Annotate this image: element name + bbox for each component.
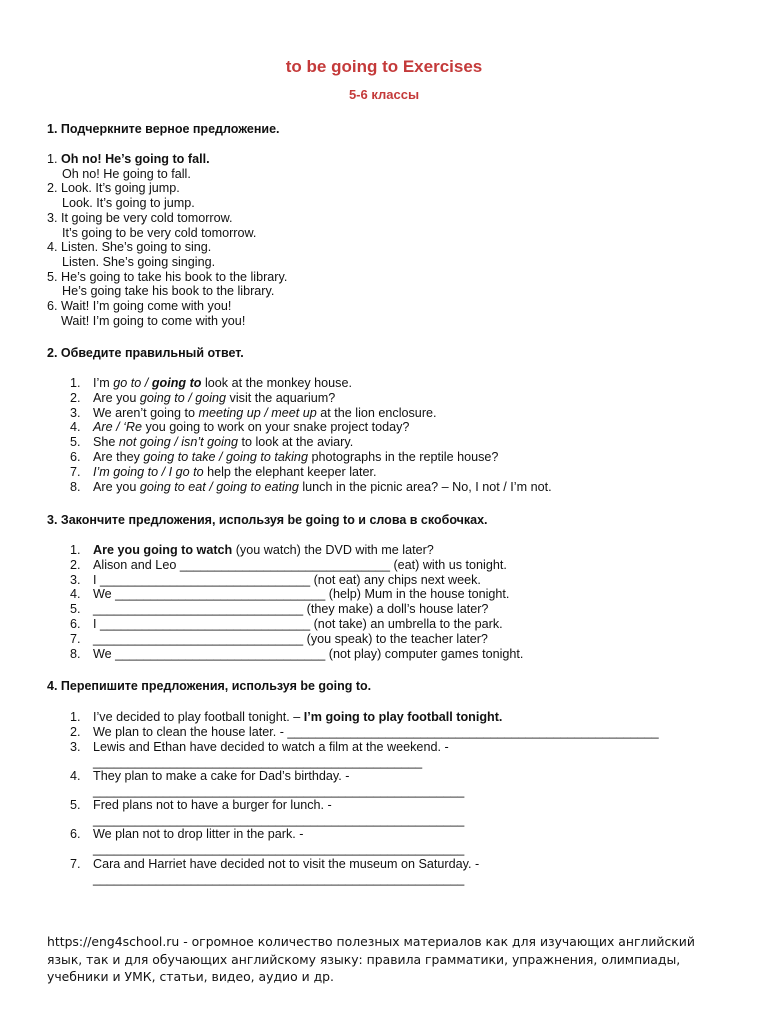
list-item bbox=[93, 725, 659, 739]
item-number: 3. bbox=[70, 405, 81, 420]
list-item bbox=[93, 617, 503, 631]
item-text: Alison and Leo ______________________________ (eat) with us tonight. bbox=[93, 557, 507, 572]
item-number: 3. bbox=[47, 210, 58, 225]
option-b: He’s going take his book to the library. bbox=[62, 284, 275, 299]
item-number: 1. bbox=[70, 710, 81, 724]
item-number: 8. bbox=[70, 646, 81, 661]
item-text: ______________________________ (you speak) to the teacher later? bbox=[93, 631, 488, 646]
choice-option: meeting up / meet up bbox=[198, 405, 317, 420]
item-text: photographs in the reptile house? bbox=[307, 450, 499, 464]
list-item bbox=[93, 573, 481, 587]
option-a: Listen. She’s going to sing. bbox=[61, 240, 212, 255]
item-text: look at the monkey house. bbox=[201, 376, 352, 390]
option-a: Wait! I’m going come with you! bbox=[61, 299, 232, 313]
item-text: We ______________________________ (help) Mum in the house tonight. bbox=[93, 587, 510, 602]
answer-line: _____________________________________________________ bbox=[93, 842, 465, 856]
item-number: 4. bbox=[47, 240, 58, 255]
choice-option: going to eat / going to eating bbox=[139, 479, 299, 494]
item-number: 1. bbox=[47, 152, 58, 166]
list-item bbox=[93, 647, 523, 661]
choice-option: not going / isn’t going bbox=[118, 435, 238, 450]
choice-option: Are / ‘Re bbox=[93, 420, 142, 435]
list-item bbox=[47, 270, 287, 284]
option-b: Wait! I’m going to come with you! bbox=[61, 313, 246, 328]
item-text: We plan not to drop litter in the park. - bbox=[93, 827, 304, 841]
item-text: Lewis and Ethan have decided to watch a film at the weekend. - bbox=[93, 740, 449, 754]
item-text: ______________________________ (they make) a doll’s house later? bbox=[93, 602, 489, 617]
list-item bbox=[47, 181, 180, 195]
item-number: 1. bbox=[70, 376, 81, 390]
section-2-heading: 2. Обведите правильный ответ. bbox=[47, 346, 244, 360]
list-item bbox=[93, 391, 335, 405]
item-text: Cara and Harriet have decided not to visit the museum on Saturday. - bbox=[93, 857, 480, 871]
section-1-heading: 1. Подчеркните верное предложение. bbox=[47, 122, 280, 136]
list-item bbox=[93, 632, 488, 646]
item-number: 4. bbox=[70, 420, 81, 435]
item-number: 1. bbox=[70, 543, 81, 557]
item-number: 2. bbox=[70, 557, 81, 572]
list-item bbox=[47, 211, 233, 225]
list-item bbox=[93, 376, 352, 390]
item-number: 7. bbox=[70, 631, 81, 646]
list-item bbox=[93, 740, 449, 754]
list-item bbox=[93, 450, 498, 464]
item-text: They plan to make a cake for Dad’s birthday. - bbox=[93, 769, 350, 783]
section-3-heading: 3. Закончите предложения, используя be going to и слова в скобочках. bbox=[47, 513, 488, 527]
option-b: Oh no! He going to fall. bbox=[62, 166, 191, 181]
item-text: She bbox=[93, 435, 119, 450]
item-number: 6. bbox=[70, 450, 81, 464]
item-number: 7. bbox=[70, 857, 81, 871]
item-number: 5. bbox=[70, 798, 81, 812]
option-a: Look. It’s going jump. bbox=[61, 181, 180, 196]
choice-option-selected: going to bbox=[151, 376, 202, 390]
page-title: to be going to Exercises bbox=[285, 57, 483, 76]
item-number: 5. bbox=[47, 269, 58, 284]
item-text: Are you bbox=[93, 479, 140, 494]
answer-line: _____________________________________________________ bbox=[93, 813, 465, 827]
answer-line: _____________________________________________________ bbox=[93, 784, 465, 798]
item-text: visit the aquarium? bbox=[226, 390, 336, 405]
choice-option: I’m going to / I go to bbox=[93, 464, 204, 479]
list-item bbox=[93, 543, 434, 557]
list-item bbox=[93, 435, 353, 449]
item-number: 6. bbox=[70, 827, 81, 841]
item-text: to look at the aviary. bbox=[237, 435, 354, 450]
item-text: Are they bbox=[93, 450, 144, 464]
option-b: Listen. She’s going singing. bbox=[62, 254, 216, 269]
item-number: 2. bbox=[70, 390, 81, 405]
item-text: (you watch) the DVD with me later? bbox=[232, 543, 434, 557]
list-item bbox=[93, 587, 509, 601]
answer-line: _____________________________________________________ bbox=[93, 872, 465, 886]
choice-option: going to take / going to taking bbox=[143, 450, 308, 464]
item-number: 6. bbox=[47, 299, 58, 313]
option-a: Oh no! He’s going to fall. bbox=[61, 152, 210, 166]
item-text: I’m bbox=[93, 376, 114, 390]
section-4-heading: 4. Перепишите предложения, используя be going to. bbox=[47, 679, 372, 693]
option-b: Look. It’s going to jump. bbox=[62, 196, 195, 211]
item-number: 3. bbox=[70, 572, 81, 587]
list-item bbox=[47, 240, 211, 254]
answer-line: _______________________________________________ bbox=[93, 755, 423, 769]
item-text: lunch in the picnic area? – No, I not / I’m not. bbox=[298, 479, 552, 494]
item-text: I ______________________________ (not take) an umbrella to the park. bbox=[93, 617, 503, 631]
item-number: 6. bbox=[70, 617, 81, 631]
item-number: 5. bbox=[70, 602, 81, 617]
list-item bbox=[93, 710, 502, 724]
item-text: you going to work on your snake project today? bbox=[142, 420, 410, 435]
list-item bbox=[93, 465, 377, 479]
item-number: 7. bbox=[70, 464, 81, 479]
list-item bbox=[93, 558, 507, 572]
list-item bbox=[93, 406, 437, 420]
list-item bbox=[47, 299, 231, 313]
item-number: 2. bbox=[47, 181, 58, 196]
item-number: 4. bbox=[70, 769, 81, 783]
list-item bbox=[93, 769, 349, 783]
item-text: help the elephant keeper later. bbox=[203, 464, 377, 479]
list-item bbox=[93, 857, 479, 871]
list-item bbox=[93, 480, 552, 494]
item-number: 3. bbox=[70, 740, 81, 754]
item-number: 5. bbox=[70, 435, 81, 450]
footer-note: https://eng4school.ru - огромное количество полезных материалов как для изучающих английский язык, так и для обучающих английскому языку: правила грамматики, упражнения, олимпиады, учебники и УМК, статьи, видео, аудио и др. bbox=[47, 934, 695, 984]
item-number: 4. bbox=[70, 587, 81, 602]
option-a: It going be very cold tomorrow. bbox=[61, 210, 233, 225]
list-item bbox=[47, 152, 210, 166]
option-b: It’s going to be very cold tomorrow. bbox=[62, 225, 257, 240]
list-item bbox=[93, 420, 409, 434]
page-subtitle: 5-6 классы bbox=[348, 87, 420, 102]
choice-option: going to / going bbox=[139, 390, 227, 405]
item-text: We ______________________________ (not play) computer games tonight. bbox=[93, 646, 524, 661]
option-a: He’s going to take his book to the library. bbox=[61, 269, 288, 284]
list-item bbox=[93, 602, 488, 616]
item-text: Are you bbox=[93, 390, 140, 405]
item-number: 2. bbox=[70, 725, 81, 739]
item-text: at the lion enclosure. bbox=[316, 405, 437, 420]
choice-option: go to / bbox=[113, 376, 152, 390]
list-item bbox=[93, 827, 303, 841]
list-item bbox=[93, 798, 332, 812]
item-number: 8. bbox=[70, 479, 81, 494]
item-text: We aren’t going to bbox=[93, 405, 199, 420]
example-answer: Are you going to watch bbox=[93, 543, 233, 557]
item-text: We plan to clean the house later. - _____________________________________________________ bbox=[93, 725, 659, 739]
example-answer: I’m going to play football tonight. bbox=[303, 710, 503, 724]
item-text: I’ve decided to play football tonight. – bbox=[93, 710, 304, 724]
item-text: I ______________________________ (not eat) any chips next week. bbox=[93, 572, 481, 587]
item-text: Fred plans not to have a burger for lunch. - bbox=[93, 798, 332, 812]
